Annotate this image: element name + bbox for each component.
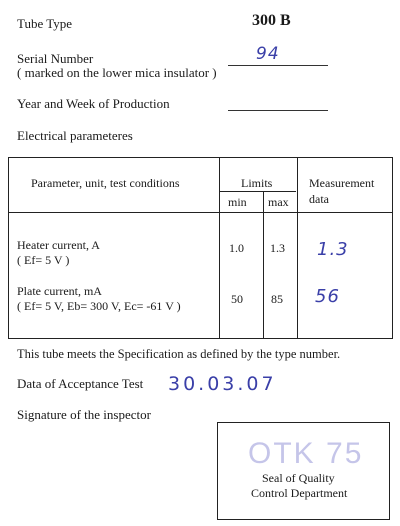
quality-seal-box xyxy=(217,422,390,520)
header-max: max xyxy=(268,195,289,209)
table-divider xyxy=(263,191,264,338)
serial-number-sublabel: ( marked on the lower mica insulator ) xyxy=(17,65,217,80)
table-divider xyxy=(219,158,220,338)
row-conditions: ( Ef= 5 V ) xyxy=(17,253,70,267)
row-min: 1.0 xyxy=(229,241,244,255)
serial-number-underline xyxy=(228,65,328,66)
row-measured: 1.3 xyxy=(317,239,349,260)
row-conditions: ( Ef= 5 V, Eb= 300 V, Ec= -61 V ) xyxy=(17,299,181,313)
year-week-label: Year and Week of Production xyxy=(17,96,170,111)
header-measurement-data: data xyxy=(309,192,329,206)
tube-type-label: Tube Type xyxy=(17,16,73,31)
row-max: 1.3 xyxy=(270,241,285,255)
row-min: 50 xyxy=(231,292,243,306)
spec-statement: This tube meets the Specification as defined by the type number. xyxy=(17,347,341,361)
signature-label: Signature of the inspector xyxy=(17,407,151,422)
header-measurement: Measurement xyxy=(309,176,375,190)
otk-stamp-mark: OTK 75 xyxy=(248,437,364,470)
table-divider xyxy=(9,212,392,213)
header-min: min xyxy=(228,195,247,209)
year-week-underline xyxy=(228,110,328,111)
row-parameter: Plate current, mA xyxy=(17,284,102,298)
serial-number-value: 94 xyxy=(256,44,280,64)
seal-line-1: Seal of Quality xyxy=(262,471,335,485)
electrical-parameters-heading: Electrical parameteres xyxy=(17,128,133,143)
seal-line-2: Control Department xyxy=(251,486,348,500)
parameters-table xyxy=(8,157,393,339)
acceptance-date-label: Data of Acceptance Test xyxy=(17,376,144,391)
table-divider xyxy=(219,191,296,192)
row-max: 85 xyxy=(271,292,283,306)
acceptance-date-value: 30.03.07 xyxy=(168,373,277,395)
table-divider xyxy=(297,158,298,338)
header-limits: Limits xyxy=(241,176,273,190)
row-measured: 56 xyxy=(315,286,340,307)
row-parameter: Heater current, A xyxy=(17,238,100,252)
header-parameter: Parameter, unit, test conditions xyxy=(31,176,180,190)
serial-number-label: Serial Number xyxy=(17,51,94,66)
tube-type-value: 300 B xyxy=(252,12,291,29)
